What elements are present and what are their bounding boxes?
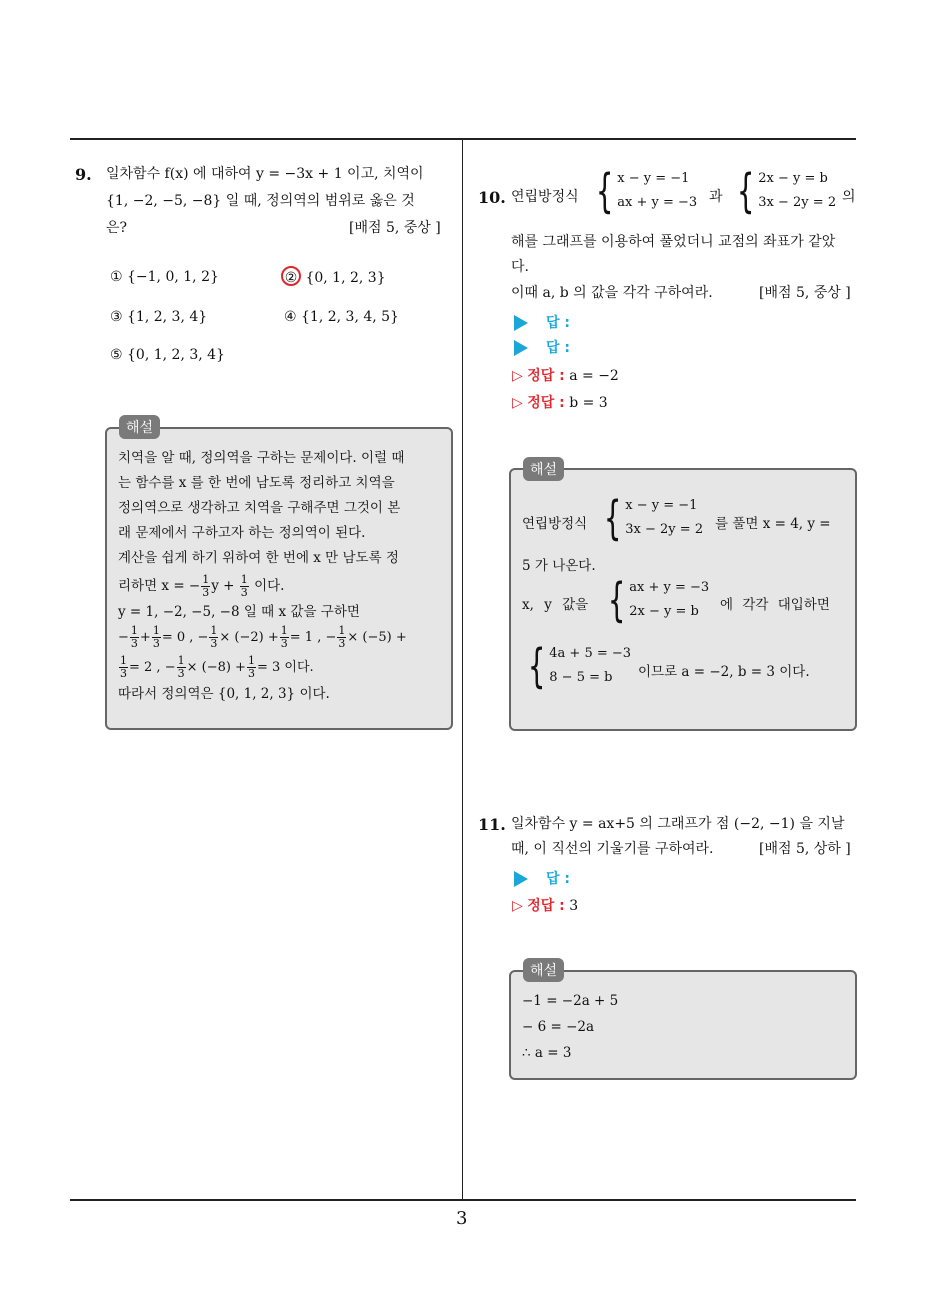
q10-line2: 해를 그래프를 이용하여 풀었더니 교점의 좌표가 같았 [511,234,836,250]
fraction [177,655,186,680]
fraction [130,625,139,650]
option-mark: ② [284,270,298,286]
q9-option-3[interactable] [110,306,207,329]
q9-option-5[interactable] [110,344,225,367]
equation: 4a + 5 = −3 [549,646,632,661]
explain-line: − 6 = −2a [522,1019,595,1035]
brace-icon: { [736,164,755,218]
numerator: 1 [247,654,255,667]
q9-line3: 은? [106,220,128,236]
equation: ax + y = −3 [629,580,710,595]
brace-icon: { [527,639,546,693]
numerator: 1 [177,654,185,667]
numerator: 1 [338,624,346,637]
fraction [247,655,256,680]
explain-line: 래 문제에서 구하고자 하는 정의역이 된다. [118,525,366,541]
explain-fragment: = 0 , − [161,630,209,645]
brace-icon: { [607,573,626,627]
brace-icon: { [603,491,622,545]
denominator: 3 [130,637,138,650]
answer-label: 답 : [546,871,570,887]
equation: 3x − 2y = 2 [625,522,704,537]
explain-fragment: 리하면 x = − [118,578,201,594]
explain-line: 계산을 쉽게 하기 위하여 한 번에 x 만 남도록 정 [118,550,399,566]
q9-points: [배점 5, 중상 ] [349,220,441,236]
explain-line [118,623,448,653]
outline-triangle-icon: ▷ [512,898,523,914]
denominator: 3 [210,637,218,650]
selected-circle-icon [281,266,301,286]
option-mark: ④ [284,309,297,325]
denominator: 3 [280,637,288,650]
explain-fragment: 이다. [254,578,285,594]
bottom-rule [70,1199,856,1201]
explain-line: 는 함수를 x 를 한 번에 남도록 정리하고 치역을 [118,475,395,491]
correct-label: 정답 : [527,898,565,914]
equation: 8 − 5 = b [549,670,613,685]
q10-tail: 의 [842,189,856,205]
correct-value: a = −2 [569,368,619,384]
q10-answer-2[interactable] [514,337,570,360]
explain-fragment: y + [211,578,235,594]
play-triangle-icon [514,340,528,356]
q10-explain-system-d [522,639,632,693]
fraction [240,574,249,599]
option-mark: ① [110,269,123,285]
option-mark: ⑤ [110,347,123,363]
q11-number: 11. [478,815,506,834]
fraction [201,574,210,599]
fraction [152,625,161,650]
q11-answer[interactable] [514,868,570,891]
q10-answer-1[interactable] [514,312,570,335]
explain-fragment: = 1 , − [289,630,337,645]
fraction [280,625,289,650]
denominator: 3 [152,637,160,650]
q9-explanation-label: 해설 [119,415,160,439]
brace-icon: { [595,164,614,218]
q10-system-2 [731,164,837,218]
answer-label: 답 : [546,340,570,356]
page-number: 3 [456,1208,468,1229]
equation: 2x − y = b [629,604,699,619]
denominator: 3 [177,667,185,680]
q9-option-1[interactable] [110,266,219,289]
correct-value: 3 [569,898,579,914]
q9-line1: 일차함수 f(x) 에 대하여 y = −3x + 1 이고, 치역이 [106,166,424,182]
q10-intro: 연립방정식 [511,189,579,205]
q11-explanation-text [522,988,618,1066]
explain-fragment: + [139,630,151,645]
equation: 3x − 2y = 2 [758,195,837,210]
q10-system-1 [590,164,698,218]
denominator: 3 [247,667,255,680]
explain-fragment: × (−8) + [186,660,246,675]
q10-explain-d-tail: 이므로 a = −2, b = 3 이다. [638,664,810,680]
denominator: 3 [240,586,248,599]
q10-conjunction: 과 [709,189,723,205]
column-divider [462,139,463,1201]
q10-correct-2 [512,392,608,415]
equation: ax + y = −3 [617,195,698,210]
q10-explain-c-tail: 에 각각 대입하면 [720,597,830,613]
explain-line [118,653,448,683]
explain-line: 따라서 정의역은 {0, 1, 2, 3} 이다. [118,686,330,702]
q11-line2: 때, 이 직선의 기울기를 구하여라. [511,841,714,857]
explain-line [118,571,448,601]
option-mark: ③ [110,309,123,325]
numerator: 1 [210,624,218,637]
q9-number: 9. [75,165,92,184]
equation: x − y = −1 [617,171,690,186]
numerator: 1 [280,624,288,637]
numerator: 1 [152,624,160,637]
explain-line: y = 1, −2, −5, −8 일 때 x 값을 구하면 [118,604,360,620]
option-text: {0, 1, 2, 3} [305,270,386,286]
explain-fragment: × (−5) + [347,630,407,645]
q10-explain-b: 5 가 나온다. [522,558,596,574]
q10-line3: 다. [511,259,529,275]
q11-correct [512,895,578,918]
explain-line: −1 = −2a + 5 [522,993,619,1009]
q11-points: [배점 5, 상하 ] [759,841,851,857]
top-rule [70,138,856,140]
q10-correct-1 [512,365,619,388]
explain-line: 정의역으로 생각하고 치역을 구해주면 그것이 본 [118,500,401,516]
explain-fragment: = 3 이다. [256,660,314,675]
q10-explain-system-a [598,491,704,545]
fraction [119,655,128,680]
q9-option-4[interactable] [284,306,399,329]
q11-explanation-label: 해설 [523,958,564,982]
explain-fragment: = 2 , − [129,660,176,675]
fraction [209,625,218,650]
q10-explain-system-c [602,573,710,627]
explain-fragment: × (−2) + [219,630,279,645]
denominator: 3 [120,667,127,680]
denominator: 3 [338,637,346,650]
option-text: {−1, 0, 1, 2} [127,269,219,285]
denominator: 3 [202,586,210,599]
numerator: 1 [120,654,127,667]
explain-line: 치역을 알 때, 정의역을 구하는 문제이다. 이럴 때 [118,450,405,466]
correct-value: b = 3 [569,395,608,411]
equation: 2x − y = b [758,171,828,186]
numerator: 1 [202,573,210,586]
q10-explain-a-intro: 연립방정식 [522,516,588,532]
q9-option-2[interactable] [281,266,386,290]
correct-label: 정답 : [527,395,565,411]
q10-explain-a-tail: 를 풀면 x = 4, y = [715,516,831,532]
q9-explanation-text [118,446,448,705]
q10-points: [배점 5, 중상 ] [759,285,851,301]
q10-number: 10. [478,188,506,207]
numerator: 1 [130,624,138,637]
answer-label: 답 : [546,315,570,331]
correct-label: 정답 : [527,368,565,384]
numerator: 1 [240,573,248,586]
outline-triangle-icon: ▷ [512,368,523,384]
explain-line: ∴ a = 3 [522,1045,572,1061]
q9-line2: {1, −2, −5, −8} 일 때, 정의역의 범위로 옳은 것 [106,193,415,209]
play-triangle-icon [514,871,528,887]
q10-line4: 이때 a, b 의 값을 각각 구하여라. [511,285,713,301]
option-text: {1, 2, 3, 4} [127,309,208,325]
explain-fragment: − [118,630,129,645]
play-triangle-icon [514,315,528,331]
q11-line1: 일차함수 y = ax+5 의 그래프가 점 (−2, −1) 을 지날 [511,816,845,832]
fraction [337,625,346,650]
equation: x − y = −1 [625,498,698,513]
option-text: {0, 1, 2, 3, 4} [127,347,225,363]
q10-explain-c-intro: x, y 값을 [522,597,589,613]
q10-explanation-label: 해설 [523,457,564,481]
outline-triangle-icon: ▷ [512,395,523,411]
option-text: {1, 2, 3, 4, 5} [301,309,399,325]
